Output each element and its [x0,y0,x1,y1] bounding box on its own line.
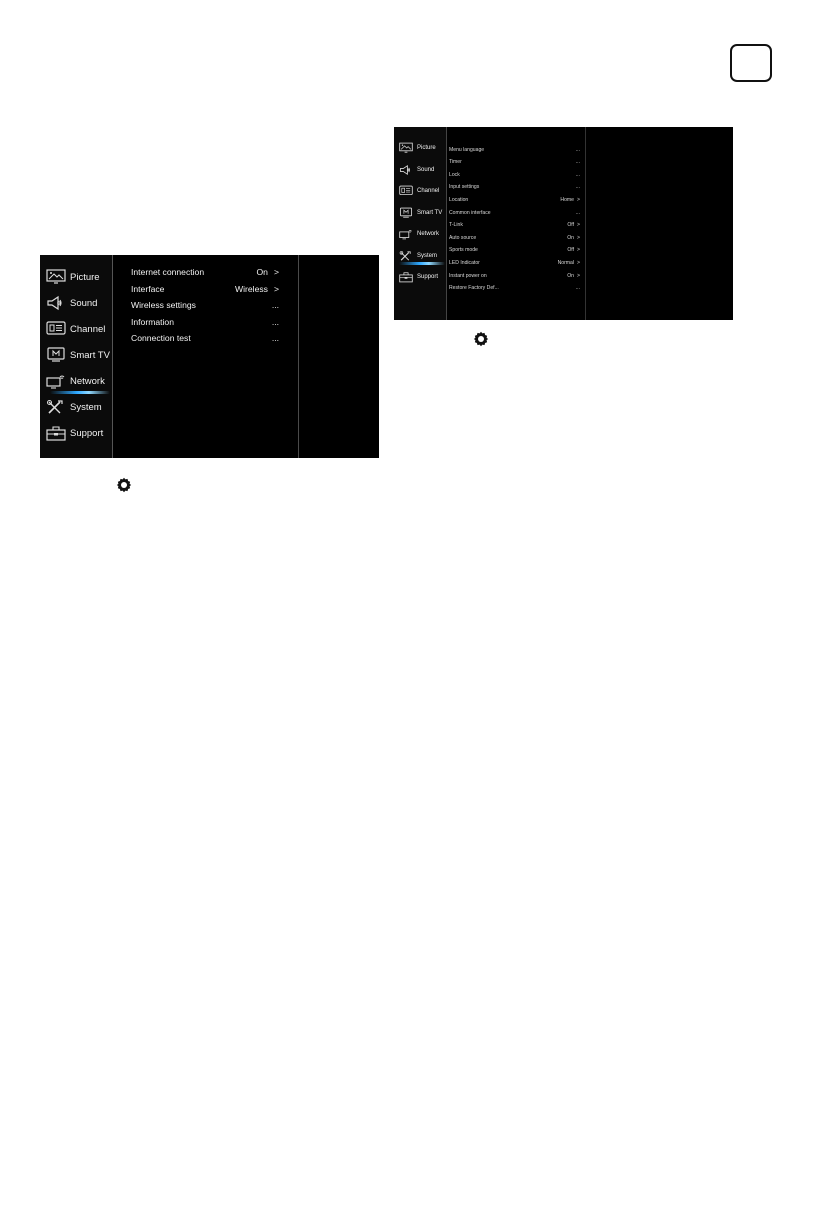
chevron-right-icon: > [273,267,279,277]
sidebar [394,127,447,320]
setting-row-instant-power-on[interactable] [447,270,585,281]
chevron-right-icon: > [577,259,580,266]
channel-list-icon [46,321,66,337]
setting-label: T-Link [449,222,463,229]
sidebar-item-channel[interactable] [40,316,105,342]
setting-label: Common interface [449,209,491,216]
sidebar-item-label: Network [417,231,440,237]
setting-row-restore-factory-def[interactable] [447,283,585,294]
setting-label: Menu language [449,146,485,153]
sidebar-item-label: Support [417,274,439,280]
tools-icon [46,399,66,415]
setting-value: Wireless [235,283,268,294]
system-menu-screenshot [394,127,733,320]
toolbox-icon [399,271,413,283]
sidebar-item-label: Network [70,375,105,387]
sidebar-item-label: Channel [70,323,106,335]
network-icon [399,228,413,240]
sidebar-item-channel[interactable] [394,181,439,201]
setting-label: Instant power on [449,272,487,279]
sidebar-item-label: Sound [417,166,435,173]
setting-value: ... [575,209,580,216]
picture-icon [399,142,413,154]
setting-row-lock[interactable] [447,169,585,180]
setting-value: On [567,234,575,241]
setting-label: Input settings [449,184,480,191]
setting-value: On [567,272,575,279]
sidebar-item-smart-tv[interactable] [40,342,110,368]
setting-row-input-settings[interactable] [447,182,585,193]
settings-gear-icon [473,331,489,347]
sidebar-item-support[interactable] [40,420,103,446]
speaker-icon [399,164,413,176]
toolbox-icon [46,425,66,441]
sidebar-item-label: Sound [70,297,98,309]
sidebar-item-label: Picture [417,145,436,151]
network-menu-screenshot [40,255,379,458]
setting-label: Restore Factory Def... [449,285,499,292]
setting-row-location[interactable] [447,194,585,205]
setting-row-internet-connection[interactable] [113,265,298,279]
page-number-tab [730,44,772,82]
smart-tv-icon [46,347,66,363]
setting-row-common-interface[interactable] [447,207,585,218]
sidebar-item-label: System [70,401,102,413]
setting-value: ... [575,285,580,292]
setting-row-led-indicator[interactable] [447,257,585,268]
setting-value: ... [575,184,580,191]
setting-row-interface[interactable] [113,282,298,296]
setting-row-sports-mode[interactable] [447,245,585,256]
setting-row-information[interactable] [113,315,298,329]
setting-value: On [256,267,268,277]
sidebar-item-network[interactable] [394,224,439,244]
picture-icon [46,269,66,285]
sidebar-item-sound[interactable] [40,290,97,316]
sidebar-item-smart-tv[interactable] [394,203,442,223]
setting-label: Sports mode [449,247,478,254]
setting-label: Internet connection [131,267,205,277]
selection-highlight [399,262,445,265]
sidebar-item-label: Smart TV [70,349,110,361]
chevron-right-icon: > [577,247,580,254]
setting-value: Home [560,196,575,203]
sidebar-item-picture[interactable] [394,138,436,158]
setting-value: ... [575,146,580,153]
setting-value: ... [575,171,580,178]
setting-label: Interface [131,283,165,294]
network-icon [46,373,66,389]
channel-list-icon [399,185,413,197]
setting-row-timer[interactable] [447,157,585,168]
sidebar-item-label: System [417,252,438,259]
setting-value: ... [271,316,279,327]
smart-tv-icon [399,207,413,219]
setting-value: Off [567,247,575,254]
setting-value: Normal [557,259,575,266]
setting-value: ... [575,159,580,166]
speaker-icon [46,295,66,311]
setting-label: Wireless settings [131,300,196,310]
sidebar-item-label: Smart TV [417,209,443,216]
setting-row-t-link[interactable] [447,220,585,231]
setting-label: LED Indicator [449,259,480,266]
sidebar-item-label: Support [70,427,104,439]
setting-row-wireless-settings[interactable] [113,298,298,312]
settings-gear-icon [116,477,132,493]
sidebar [40,255,113,458]
setting-row-connection-test[interactable] [113,331,298,345]
setting-value: ... [271,333,279,343]
tools-icon [399,250,413,262]
sidebar-item-sound[interactable] [394,160,434,180]
setting-value: Off [567,222,575,229]
setting-label: Auto source [449,234,477,241]
setting-label: Lock [449,171,460,178]
setting-label: Location [449,196,469,203]
setting-row-auto-source[interactable] [447,232,585,243]
chevron-right-icon: > [577,272,580,279]
network-settings-panel [113,255,299,458]
chevron-right-icon: > [577,234,580,241]
chevron-right-icon: > [577,222,580,229]
sidebar-item-system[interactable] [40,394,102,420]
setting-label: Connection test [131,333,191,343]
setting-row-menu-language[interactable] [447,144,585,155]
system-settings-panel [447,127,586,320]
setting-label: Timer [449,159,462,166]
setting-value: ... [271,300,279,310]
chevron-right-icon: > [577,196,580,203]
sidebar-item-label: Channel [417,188,440,194]
chevron-right-icon: > [273,283,279,294]
setting-label: Information [131,316,174,327]
sidebar-item-label: Picture [70,271,100,283]
sidebar-item-support[interactable] [394,267,438,287]
sidebar-item-picture[interactable] [40,264,100,290]
